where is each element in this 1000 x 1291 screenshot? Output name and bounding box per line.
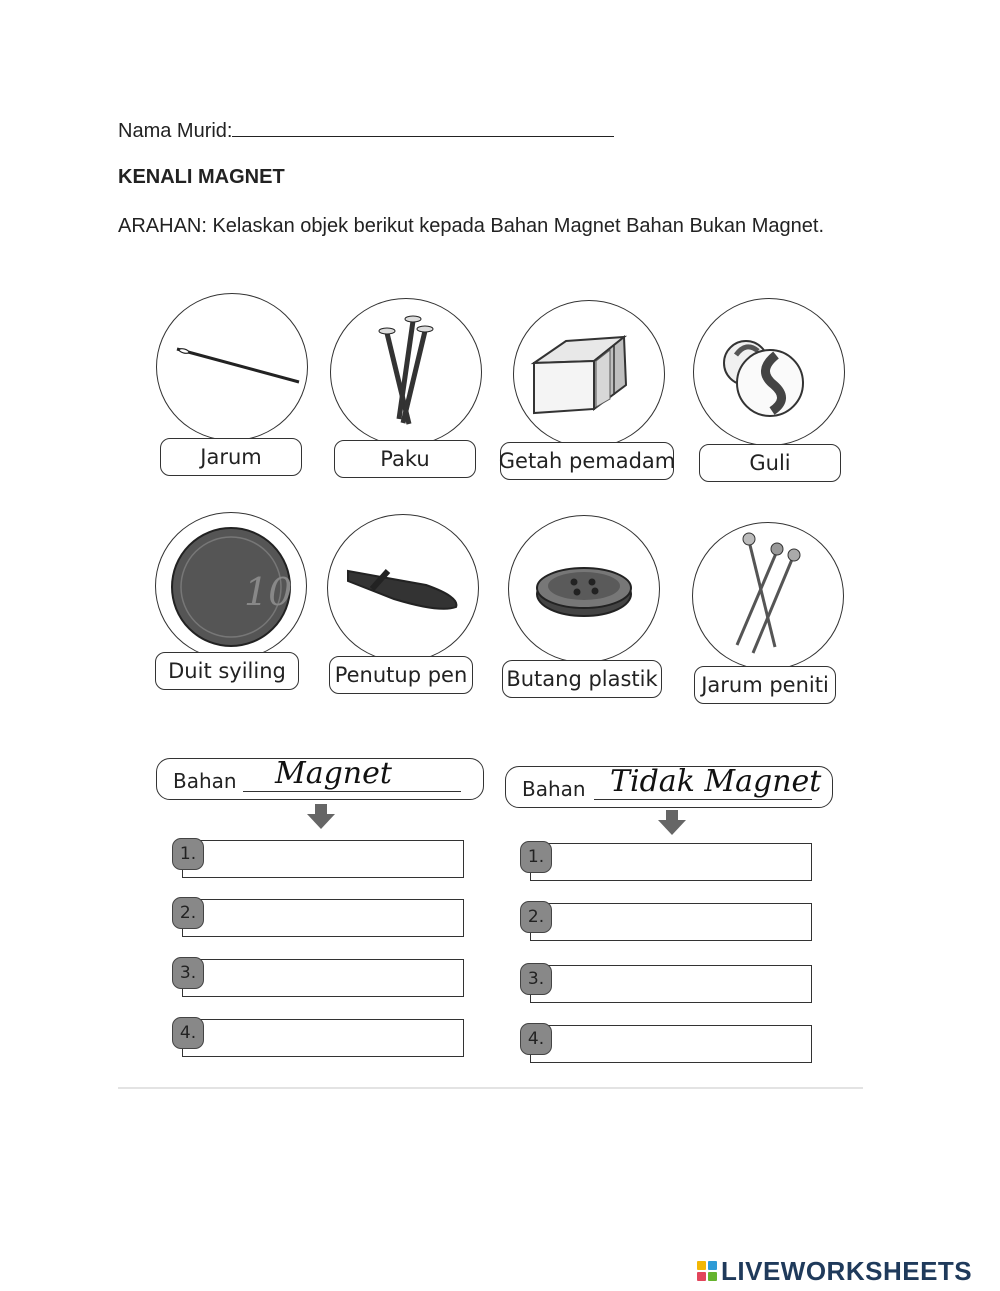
logo-grid-icon [697,1261,717,1281]
answer-row-tidak-magnet-4 [520,1023,820,1063]
answer-row-magnet-1 [172,838,472,878]
button-icon [508,515,660,663]
answer-box[interactable] [530,1025,812,1063]
handwriting-line [594,799,812,800]
coin-value-text: 10 [244,570,293,614]
answer-row-magnet-4 [172,1017,472,1057]
answer-box[interactable] [530,843,812,881]
instruction-text: ARAHAN: Kelaskan objek berikut kepada Bahan Magnet Bahan Bukan Magnet. [118,215,824,237]
number-badge: 4. [520,1023,552,1055]
scan-bottom-edge [118,1087,863,1089]
number-badge: 2. [520,901,552,933]
coin-icon [155,512,307,660]
page-title: KENALI MAGNET [118,166,285,188]
group-title-handwritten: Magnet [275,756,392,791]
number-badge: 2. [172,897,204,929]
down-arrow-icon [306,804,336,830]
needle-icon [156,293,308,441]
handwriting-line [243,791,461,792]
answer-box[interactable] [182,1019,464,1057]
group-prefix: Bahan [522,777,586,801]
number-badge: 1. [520,841,552,873]
marble-icon [693,298,845,446]
number-badge: 3. [172,957,204,989]
number-badge: 3. [520,963,552,995]
liveworksheets-logo [697,1256,972,1286]
nails-icon [330,298,482,446]
group-magnet-header [156,758,484,800]
answer-box[interactable] [182,959,464,997]
object-label: Paku [334,440,476,478]
number-badge: 4. [172,1017,204,1049]
answer-row-magnet-3 [172,957,472,997]
student-name-line [118,118,614,143]
answer-row-tidak-magnet-1 [520,841,820,881]
answer-box[interactable] [530,903,812,941]
object-label: Penutup pen [329,656,473,694]
student-name-blank[interactable] [232,118,614,137]
student-name-label: Nama Murid: [118,120,233,142]
answer-row-tidak-magnet-3 [520,963,820,1003]
number-badge: 1. [172,838,204,870]
object-label: Jarum peniti [694,666,836,704]
logo-wordmark: LIVEWORKSHEETS [721,1255,973,1286]
answer-box[interactable] [182,840,464,878]
group-tidak-magnet-header [505,766,833,808]
pins-icon [692,522,844,670]
answer-box[interactable] [182,899,464,937]
eraser-icon [513,300,665,448]
down-arrow-icon [657,810,687,836]
object-label: Getah pemadam [500,442,674,480]
group-prefix: Bahan [173,769,237,793]
object-label: Duit syiling [155,652,299,690]
answer-row-tidak-magnet-2 [520,901,820,941]
answer-row-magnet-2 [172,897,472,937]
object-label: Jarum [160,438,302,476]
group-title-handwritten: Tidak Magnet [610,764,822,799]
object-label: Butang plastik [502,660,662,698]
object-label: Guli [699,444,841,482]
answer-box[interactable] [530,965,812,1003]
pen-cap-icon [327,514,479,662]
